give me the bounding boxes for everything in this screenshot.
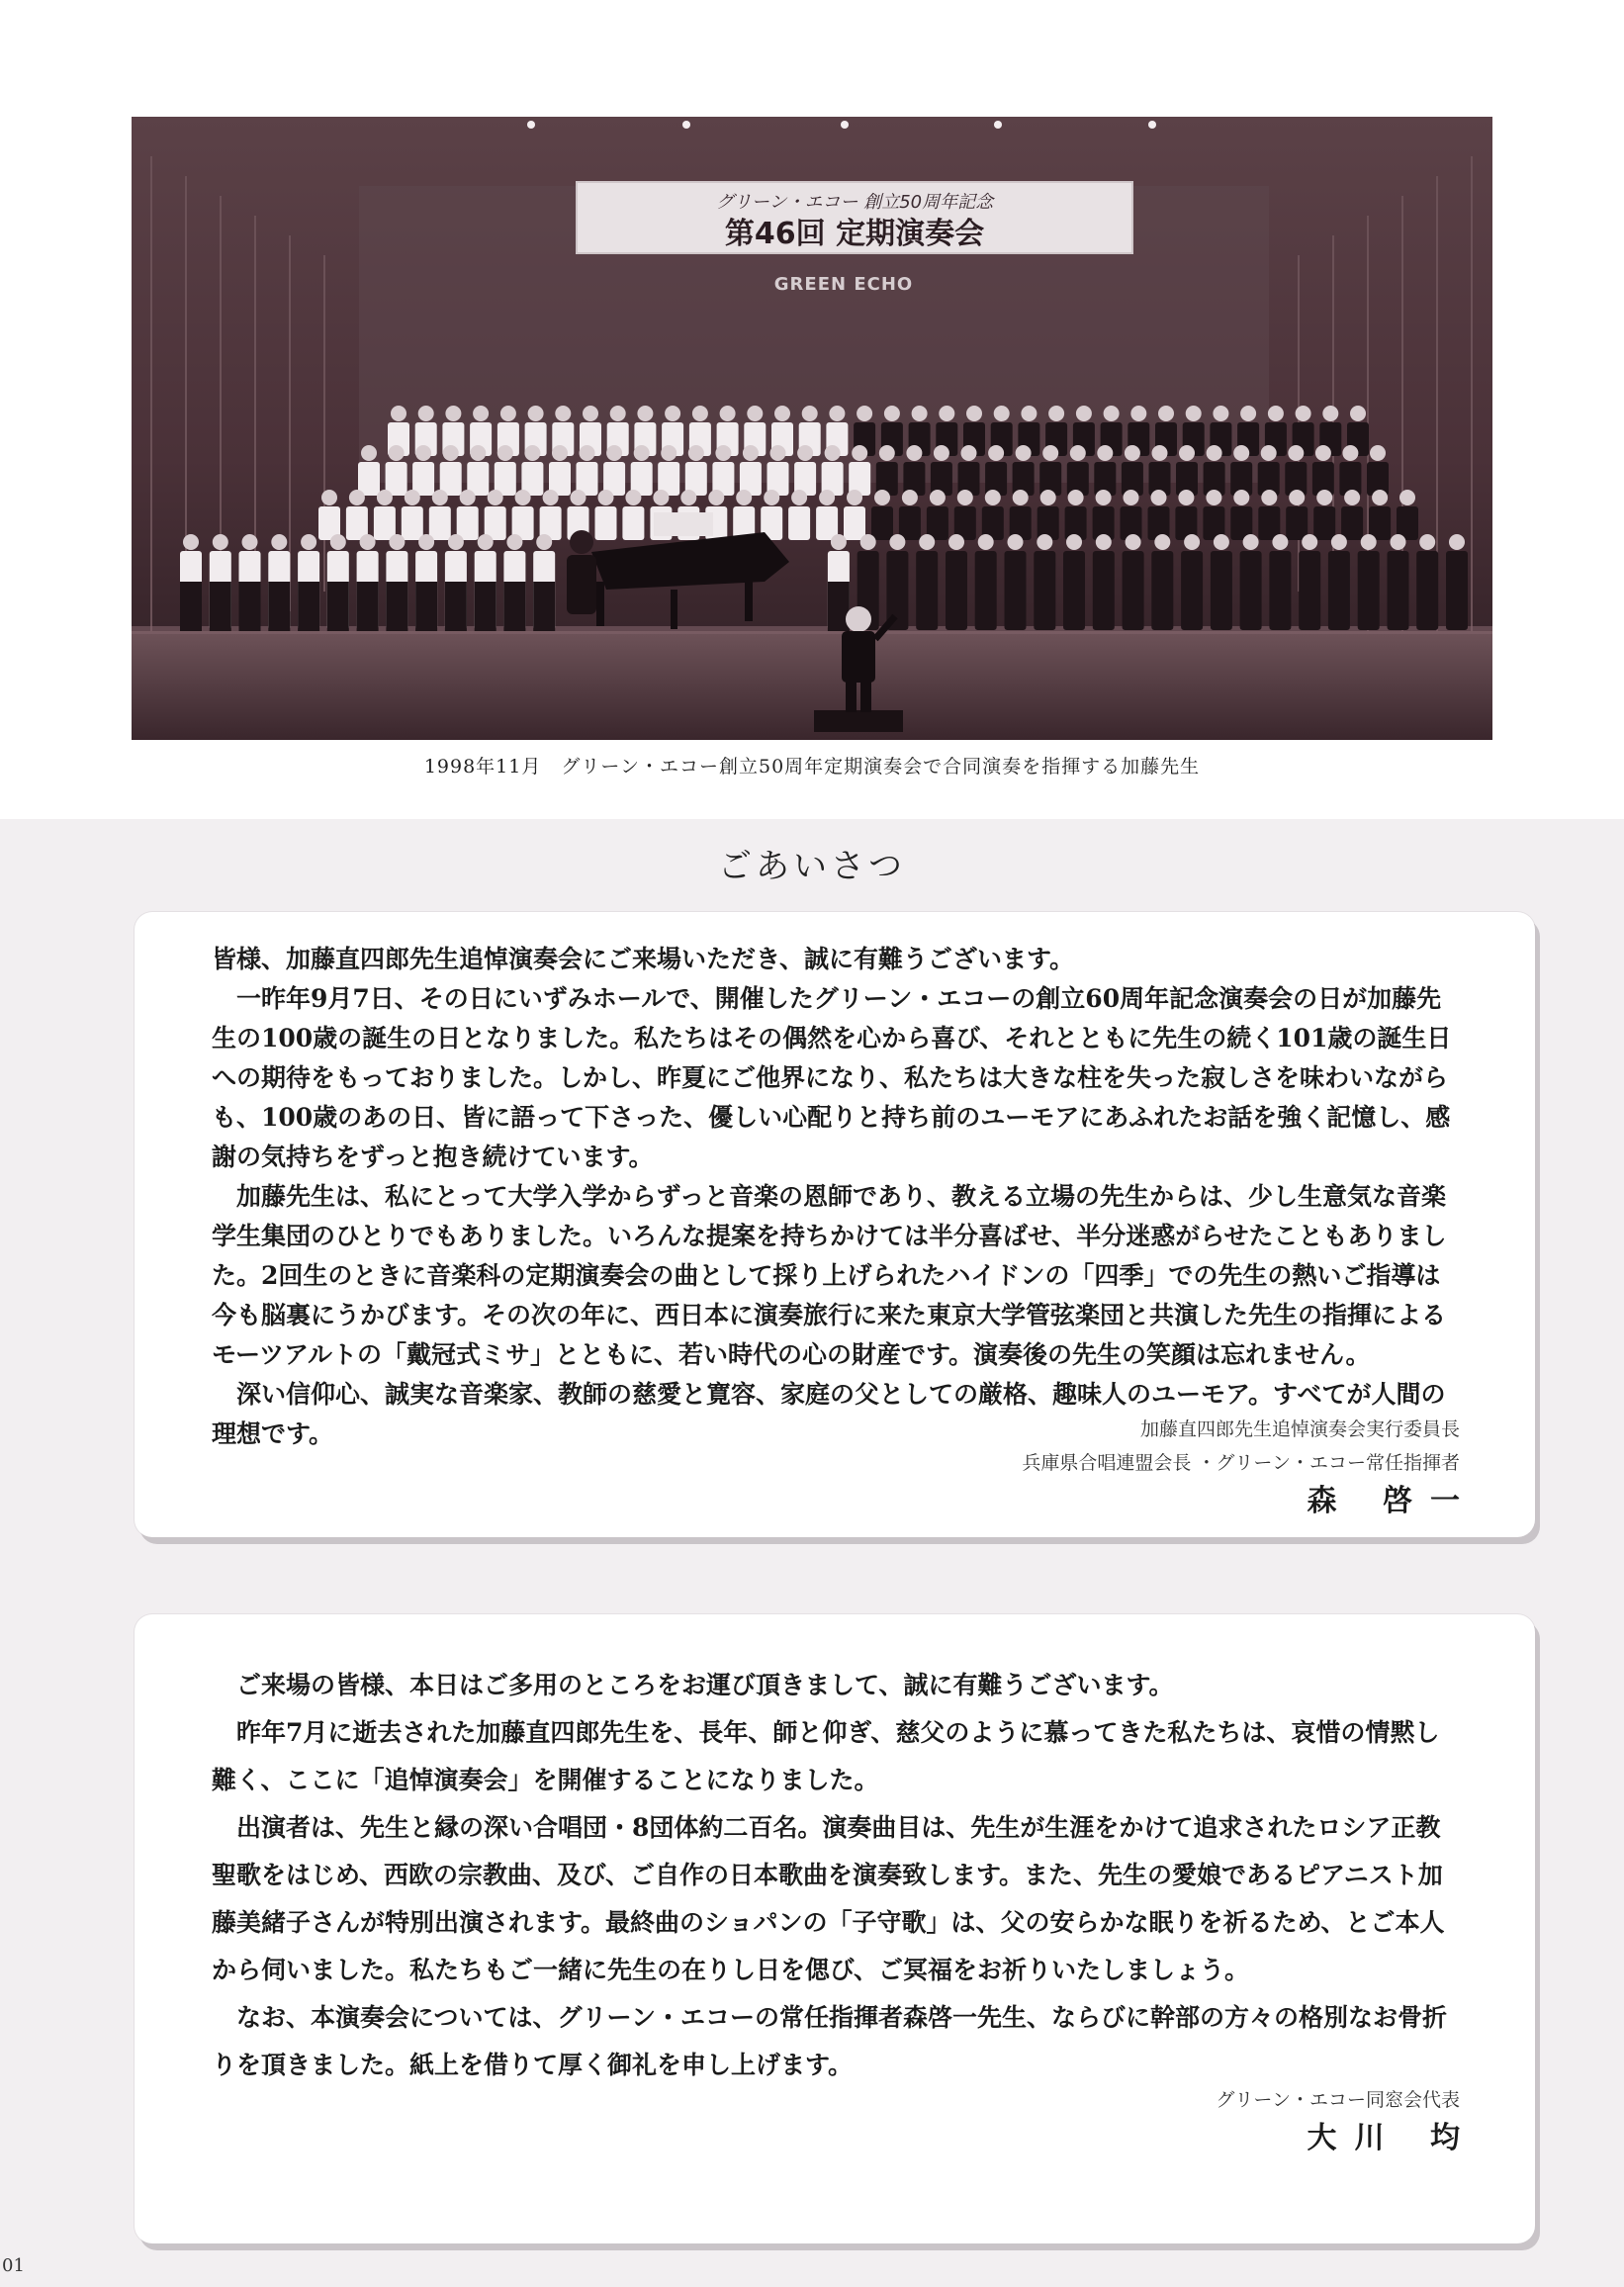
greeting-paragraph-1: 皆様、加藤直四郎先生追悼演奏会にご来場いただき、誠に有難うございます。 xyxy=(212,945,1075,973)
green-echo-logo: GREEN ECHO xyxy=(773,274,914,295)
message-body xyxy=(212,1662,1460,2089)
greeting-paragraph-4: 深い信仰心、誠実な音楽家、教師の慈愛と寛容、家庭の父としての厳格、趣味人のユーモア。すべてが人間の理想です。 xyxy=(212,1380,1446,1448)
greeting-card xyxy=(135,912,1535,1537)
banner-line2: 第46回 定期演奏会 xyxy=(724,217,985,251)
banner-line1: グリーン・エコー 創立50周年記念 xyxy=(715,192,994,213)
greeting-body xyxy=(212,940,1460,1454)
message-signature-title: グリーン・エコー同窓会代表 xyxy=(1216,2089,1460,2111)
association-message-card xyxy=(135,1614,1535,2243)
message-signature xyxy=(1216,2083,1478,2160)
message-paragraph-1: ご来場の皆様、本日はご多用のところをお運び頂きまして、誠に有難うございます。 xyxy=(236,1671,1174,1699)
signature-title-1: 加藤直四郎先生追悼演奏会実行委員長 xyxy=(1139,1418,1460,1440)
message-paragraph-2: 昨年7月に逝去された加藤直四郎先生を、長年、師と仰ぎ、慈父のように慕ってきた私たちは、哀惜の情黙し難く、ここに「追悼演奏会」を開催することになりました。 xyxy=(212,1718,1440,1794)
page-number: 01 xyxy=(2,2255,25,2276)
signature-title-2: 兵庫県合唱連盟会長 ・グリーン・エコー常任指揮者 xyxy=(1022,1452,1460,1474)
signature-name: 森 啓一 xyxy=(1307,1484,1478,1518)
greeting-paragraph-2: 一昨年9月7日、その日にいずみホールで、開催したグリーン・エコーの創立60周年記念演奏会の日が加藤先生の100歳の誕生の日となりました。私たちはその偶然を心から喜び、それとともに先生の続く101歳の誕生日への期待をもっておりました。しかし、昨夏にご他界になり、私たちは大きな柱を失った寂しさを味わいながらも、100歳のあの日、皆に語って下さった、優しい心配りと持ち前のユーモアにあふれたお話を強く記憶し、感謝の気持ちをずっと抱き続けています。 xyxy=(212,984,1452,1171)
concert-photo xyxy=(132,117,1492,740)
greeting-paragraph-3: 加藤先生は、私にとって大学入学からずっと音楽の恩師であり、教える立場の先生からは、少し生意気な音楽学生集団のひとりでもありました。いろんな提案を持ちかけては半分喜ばせ、半分迷惑がらせたこともありました。2回生のときに音楽科の定期演奏会の曲として採り上げられたハイドンの「四季」での先生の熱いご指導は今も脳裏にうかびます。その次の年に、西日本に演奏旅行に来た東京大学管弦楽団と共演した先生の指揮によるモーツアルトの「戴冠式ミサ」とともに、若い時代の心の財産です。演奏後の先生の笑顔は忘れません。 xyxy=(212,1182,1447,1369)
message-paragraph-4: なお、本演奏会については、グリーン・エコーの常任指揮者森啓一先生、ならびに幹部の方々の格別なお骨折りを頂きました。紙上を借りて厚く御礼を申し上げます。 xyxy=(212,2003,1448,2079)
photo-caption: 1998年11月 グリーン・エコー創立50周年定期演奏会で合同演奏を指揮する加藤先生 xyxy=(423,756,1201,778)
message-signature-name: 大川 均 xyxy=(1307,2121,1478,2155)
greeting-signature xyxy=(1022,1413,1478,1523)
section-heading: ごあいさつ xyxy=(718,847,906,886)
pianist xyxy=(567,530,596,614)
message-paragraph-3: 出演者は、先生と縁の深い合唱団・8団体約二百名。演奏曲目は、先生が生涯をかけて追求されたロシア正教聖歌をはじめ、西欧の宗教曲、及び、ご自作の日本歌曲を演奏致します。また、先生の愛娘であるピアニスト加藤美緒子さんが特別出演されます。最終曲のショパンの「子守歌」は、父の安らかな眠りを祈るため、とご本人から伺いました。私たちもご一緒に先生の在りし日を偲び、ご冥福をお祈りいたしましょう。 xyxy=(212,1813,1445,1984)
